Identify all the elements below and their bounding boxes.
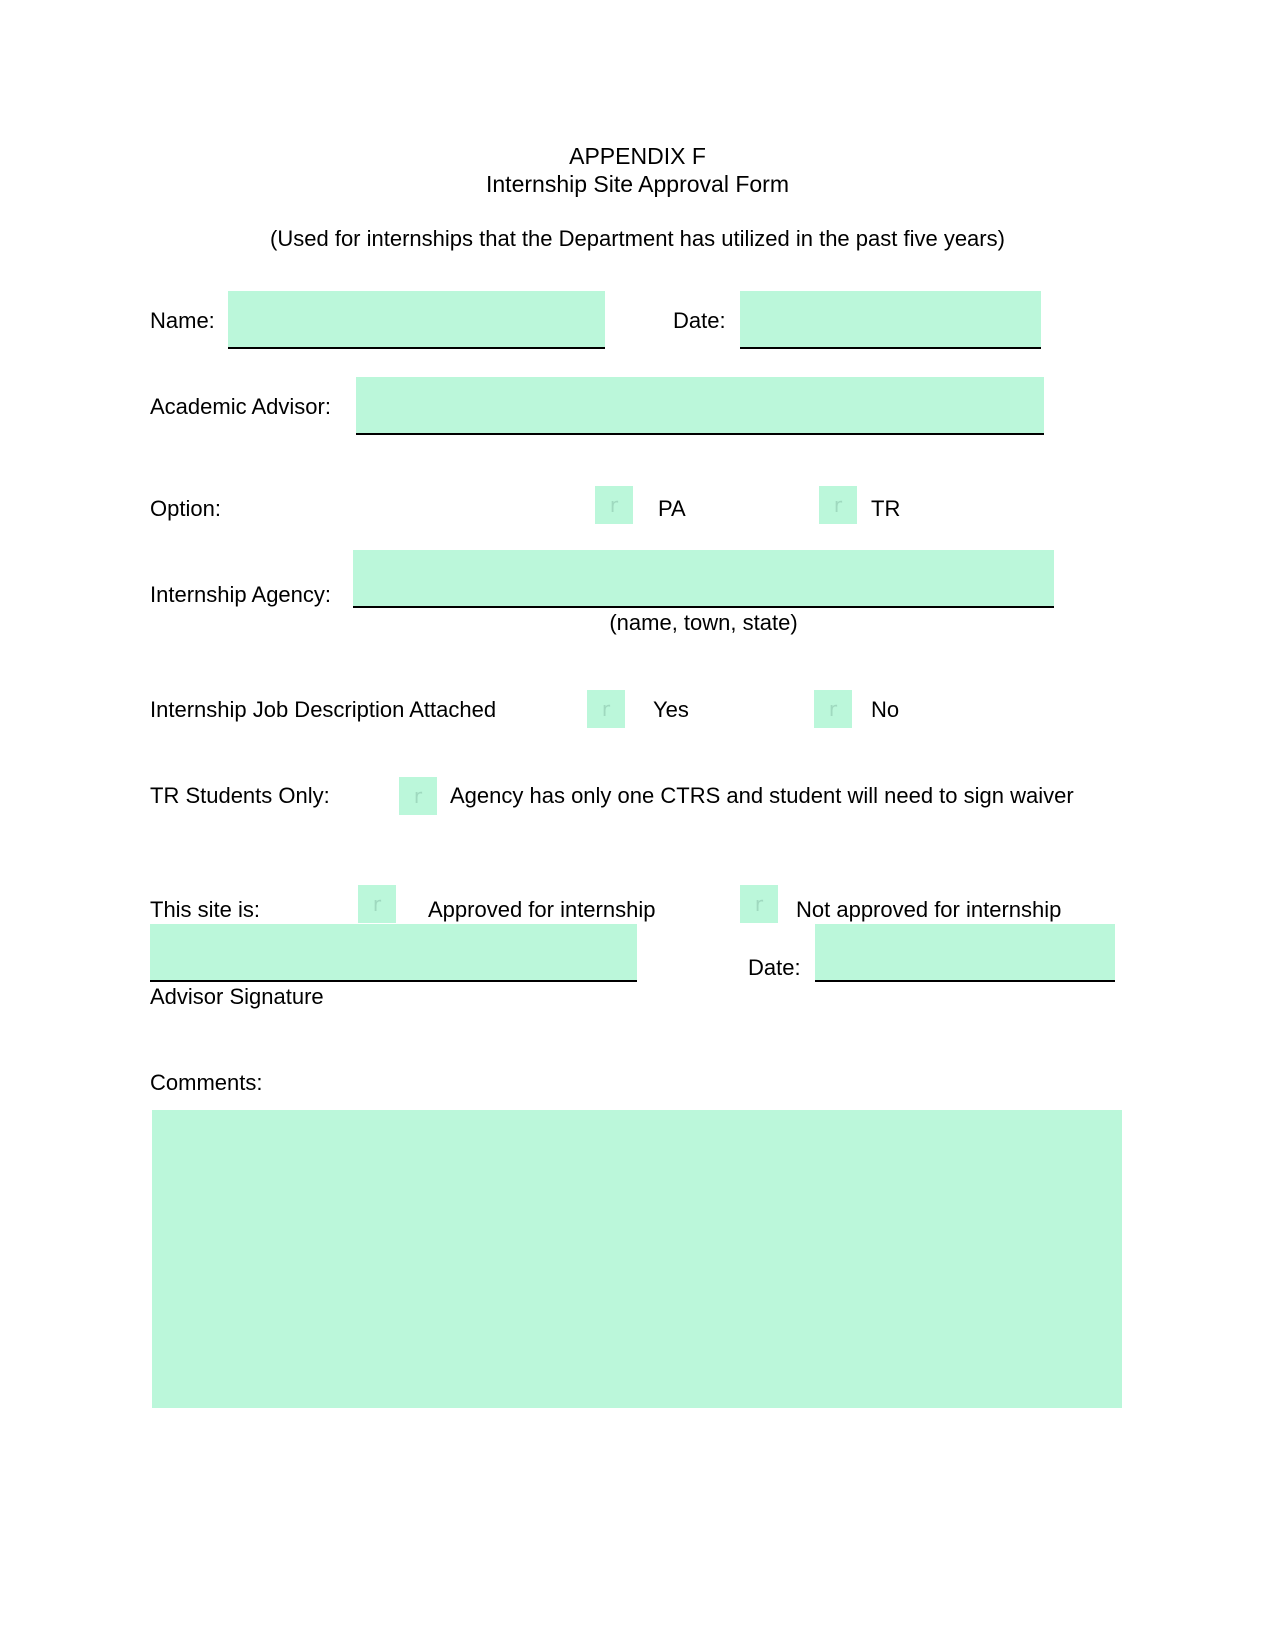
form-subtitle: (Used for internships that the Department has utilized in the past five years) <box>270 226 1005 251</box>
waiver-label: Agency has only one CTRS and student will need to sign waiver <box>450 783 1074 808</box>
academic-advisor-field[interactable] <box>356 377 1044 435</box>
form-title: Internship Site Approval Form <box>486 171 789 197</box>
signature-date-field[interactable] <box>815 924 1115 982</box>
appendix-label: APPENDIX F <box>569 143 706 169</box>
option-label: Option: <box>150 496 221 521</box>
site-status-label: This site is: <box>150 897 261 922</box>
job-description-label: Internship Job Description Attached <box>150 697 497 722</box>
job-description-yes-checkbox[interactable]: r <box>587 690 625 728</box>
job-description-yes-label: Yes <box>653 697 689 722</box>
waiver-checkbox[interactable]: r <box>399 777 437 815</box>
not-approved-checkbox[interactable]: r <box>740 885 778 923</box>
internship-agency-field[interactable] <box>353 550 1054 608</box>
advisor-signature-field[interactable] <box>150 924 637 982</box>
not-approved-label: Not approved for internship <box>796 897 1062 922</box>
advisor-signature-label: Advisor Signature <box>150 984 324 1009</box>
tr-students-only-label: TR Students Only: <box>150 783 330 808</box>
academic-advisor-label: Academic Advisor: <box>150 394 331 419</box>
comments-area[interactable] <box>152 1110 1122 1408</box>
job-description-no-label: No <box>871 697 900 722</box>
option-pa-checkbox[interactable]: r <box>595 486 633 524</box>
option-tr-label: TR <box>871 496 901 521</box>
option-pa-label: PA <box>658 496 686 521</box>
name-field[interactable] <box>228 291 605 349</box>
signature-date-label: Date: <box>748 955 801 980</box>
option-tr-checkbox[interactable]: r <box>819 486 857 524</box>
agency-hint: (name, town, state) <box>609 610 798 635</box>
approved-label: Approved for internship <box>428 897 656 922</box>
date-label: Date: <box>673 308 726 333</box>
job-description-no-checkbox[interactable]: r <box>814 690 852 728</box>
internship-agency-label: Internship Agency: <box>150 582 332 607</box>
date-field[interactable] <box>740 291 1041 349</box>
approved-checkbox[interactable]: r <box>358 885 396 923</box>
comments-label: Comments: <box>150 1070 263 1095</box>
name-label: Name: <box>150 308 215 333</box>
